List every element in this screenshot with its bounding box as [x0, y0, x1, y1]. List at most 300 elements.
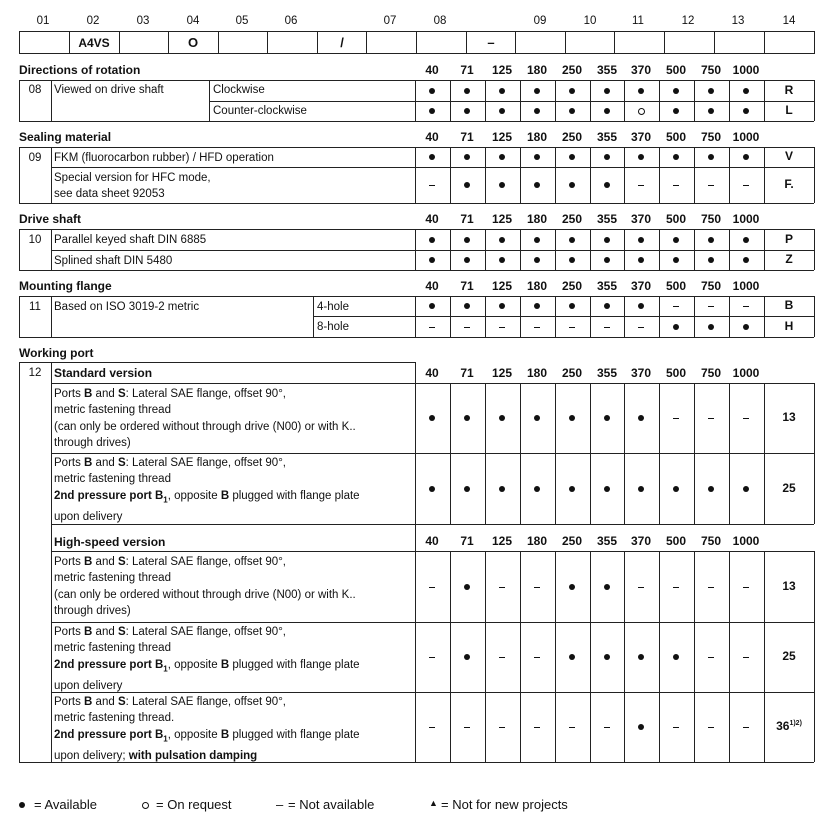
sealing-size-125: 125 — [491, 130, 513, 144]
grid-line — [450, 383, 451, 453]
pos-10: 10 — [28, 234, 42, 246]
port-std-desc-13: Ports B and S: Lateral SAE flange, offset 90°, metric fastening thread (can only be ordered without through drive (N00) or with K.. through drives) — [54, 388, 356, 450]
flange-size-750: 750 — [700, 279, 722, 293]
sealing-row0-500-available — [673, 154, 679, 160]
grid-line — [415, 80, 416, 121]
shaft-row1-750-available — [708, 257, 714, 263]
sealing-code-F: F. — [784, 177, 794, 191]
flange-row0-250-available — [569, 303, 575, 309]
port-hs-25-750-not-available — [708, 657, 714, 658]
grid-line — [415, 296, 416, 337]
shaft-row1-370-available — [638, 257, 644, 263]
grid-line — [659, 383, 660, 453]
rotation-row0-355-available — [604, 88, 610, 94]
port-highspeed-size-355: 355 — [596, 534, 618, 548]
grid-line — [555, 147, 556, 203]
grid-line — [659, 229, 660, 270]
shaft-size-180: 180 — [526, 212, 548, 226]
port-hs-13-71-available — [464, 584, 470, 590]
grid-line — [19, 147, 20, 203]
port-std-25-500-available — [673, 486, 679, 492]
grid-line — [485, 692, 486, 762]
grid-line — [520, 622, 521, 692]
port-hs-25-355-available — [604, 654, 610, 660]
shaft-row0-500-available — [673, 237, 679, 243]
code-box-divider — [218, 31, 219, 54]
rotation-row1-180-available — [534, 108, 540, 114]
grid-line — [19, 270, 814, 271]
rotation-row0-250-available — [569, 88, 575, 94]
port-highspeed-size-180: 180 — [526, 534, 548, 548]
sealing-row0-370-available — [638, 154, 644, 160]
grid-line — [520, 453, 521, 524]
grid-line — [51, 147, 52, 203]
grid-line — [415, 147, 416, 203]
grid-line — [209, 101, 814, 102]
flange-size-355: 355 — [596, 279, 618, 293]
rotation-size-40: 40 — [425, 63, 439, 77]
grid-line — [729, 551, 730, 622]
grid-line — [485, 622, 486, 692]
sealing-size-71: 71 — [460, 130, 474, 144]
grid-line — [659, 296, 660, 337]
flange-row1-1000-available — [743, 324, 749, 330]
port-standard-size-500: 500 — [665, 366, 687, 380]
port-std-25-180-available — [534, 486, 540, 492]
rotation-row1-370-on-request — [638, 108, 645, 115]
grid-line — [555, 80, 556, 121]
section-title-flange: Mounting flange — [19, 279, 112, 293]
section-title-shaft: Drive shaft — [19, 212, 82, 226]
flange-row0-71-available — [464, 303, 470, 309]
shaft-row1-1000-available — [743, 257, 749, 263]
port-hs-desc-13: Ports B and S: Lateral SAE flange, offset 90°, metric fastening thread (can only be ordered without through drive (N00) or with K.. through drives) — [54, 556, 356, 618]
position-number: 04 — [186, 15, 200, 27]
sealing-row0-180-available — [534, 154, 540, 160]
port-hs-25-180-not-available — [534, 657, 540, 658]
port-standard-size-355: 355 — [596, 366, 618, 380]
rotation-row1-750-available — [708, 108, 714, 114]
rotation-row0-1000-available — [743, 88, 749, 94]
grid-line — [659, 551, 660, 622]
sealing-row1-71-available — [464, 182, 470, 188]
sealing-size-500: 500 — [665, 130, 687, 144]
code-box-divider — [515, 31, 516, 54]
port-standard-size-250: 250 — [561, 366, 583, 380]
section-title-port: Working port — [19, 346, 94, 360]
port-std-13-750-not-available — [708, 418, 714, 419]
grid-line — [51, 551, 814, 552]
grid-line — [415, 229, 416, 270]
rotation-label-cw: Clockwise — [213, 84, 265, 96]
rotation-size-71: 71 — [460, 63, 474, 77]
port-std-13-500-not-available — [673, 418, 679, 419]
port-hs-13-40-not-available — [429, 587, 435, 588]
shaft-row0-370-available — [638, 237, 644, 243]
grid-line — [590, 551, 591, 622]
grid-line — [555, 692, 556, 762]
port-standard-size-1000: 1000 — [732, 366, 760, 380]
sealing-row1-1000-not-available — [743, 185, 749, 186]
port-std-25-750-available — [708, 486, 714, 492]
code-box-divider — [565, 31, 566, 54]
port-std-13-code: 13 — [782, 410, 796, 424]
rotation-size-1000: 1000 — [732, 63, 760, 77]
rotation-row1-40-available — [429, 108, 435, 114]
rotation-size-355: 355 — [596, 63, 618, 77]
grid-line — [51, 362, 52, 762]
grid-line — [555, 622, 556, 692]
grid-line — [450, 296, 451, 337]
grid-line — [694, 551, 695, 622]
grid-line — [659, 692, 660, 762]
port-hs-25-1000-not-available — [743, 657, 749, 658]
grid-line — [694, 692, 695, 762]
grid-line — [729, 147, 730, 203]
legend-available: = Available — [34, 797, 98, 812]
grid-line — [729, 383, 730, 453]
sealing-size-355: 355 — [596, 130, 618, 144]
grid-line — [520, 80, 521, 121]
port-hs-36-250-not-available — [569, 727, 575, 728]
grid-line — [51, 453, 814, 454]
code-box-divider — [714, 31, 715, 54]
port-hs-13-code: 13 — [782, 578, 796, 593]
grid-line — [729, 296, 730, 337]
port-hs-36-40-not-available — [429, 727, 435, 728]
code-box-divider — [267, 31, 268, 54]
shaft-row1-500-available — [673, 257, 679, 263]
grid-line — [624, 80, 625, 121]
grid-line — [520, 147, 521, 203]
port-std-25-40-available — [429, 486, 435, 492]
sealing-row1-125-available — [499, 182, 505, 188]
sealing-size-40: 40 — [425, 130, 439, 144]
grid-line — [19, 203, 814, 204]
port-highspeed-size-500: 500 — [665, 534, 687, 548]
port-hs-13-250-available — [569, 584, 575, 590]
code-box-divider — [317, 31, 318, 54]
grid-line — [590, 453, 591, 524]
grid-line — [814, 296, 815, 337]
sealing-row0-250-available — [569, 154, 575, 160]
shaft-size-125: 125 — [491, 212, 513, 226]
code-box-divider — [168, 31, 169, 54]
grid-line — [624, 692, 625, 762]
grid-line — [450, 551, 451, 622]
grid-line — [814, 147, 815, 203]
grid-line — [729, 692, 730, 762]
shaft-row0-750-available — [708, 237, 714, 243]
port-highspeed-size-750: 750 — [700, 534, 722, 548]
position-number: 09 — [533, 15, 547, 27]
shaft-size-71: 71 — [460, 212, 474, 226]
grid-line — [51, 524, 814, 525]
grid-line — [19, 229, 20, 270]
grid-line — [624, 622, 625, 692]
port-std-25-1000-available — [743, 486, 749, 492]
grid-line — [485, 383, 486, 453]
port-hs-36-code: $36^{1)2)}$ — [776, 719, 802, 733]
grid-line — [485, 453, 486, 524]
grid-line — [694, 296, 695, 337]
rotation-row1-500-available — [673, 108, 679, 114]
grid-line — [590, 80, 591, 121]
port-hs-25-250-available — [569, 654, 575, 660]
position-number: 05 — [235, 15, 249, 27]
grid-line — [415, 362, 416, 762]
shaft-size-250: 250 — [561, 212, 583, 226]
position-number: 01 — [36, 15, 50, 27]
legend-on-request: = On request — [156, 797, 232, 812]
port-hs-36-750-not-available — [708, 727, 714, 728]
port-hs-25-125-not-available — [499, 657, 505, 658]
port-standard-title: Standard version — [54, 366, 153, 380]
grid-line — [694, 147, 695, 203]
legend-on-request-circle — [142, 802, 149, 809]
port-std-13-370-available — [638, 415, 644, 421]
shaft-row0-355-available — [604, 237, 610, 243]
flange-row0-180-available — [534, 303, 540, 309]
port-standard-size-750: 750 — [700, 366, 722, 380]
flange-row0-355-available — [604, 303, 610, 309]
code-box-07: / — [340, 35, 344, 50]
grid-line — [814, 229, 815, 270]
grid-line — [19, 296, 814, 297]
port-hs-13-355-available — [604, 584, 610, 590]
position-number: 03 — [136, 15, 150, 27]
legend-triangle-icon: ▲ — [429, 798, 438, 808]
grid-line — [624, 551, 625, 622]
code-box-divider — [466, 31, 467, 54]
flange-row0-750-not-available — [708, 306, 714, 307]
flange-size-40: 40 — [425, 279, 439, 293]
position-number: 07 — [383, 15, 397, 27]
port-std-25-code: 25 — [782, 480, 796, 495]
grid-line — [51, 80, 52, 121]
flange-label-8hole: 8-hole — [317, 321, 349, 333]
grid-line — [624, 296, 625, 337]
shaft-row0-250-available — [569, 237, 575, 243]
port-std-13-1000-not-available — [743, 418, 749, 419]
shaft-label-splined: Splined shaft DIN 5480 — [54, 255, 173, 267]
shaft-size-370: 370 — [630, 212, 652, 226]
shaft-row0-71-available — [464, 237, 470, 243]
pos-12: 12 — [28, 367, 42, 379]
grid-line — [624, 383, 625, 453]
grid-line — [51, 167, 814, 168]
rotation-size-180: 180 — [526, 63, 548, 77]
grid-line — [520, 551, 521, 622]
sealing-size-370: 370 — [630, 130, 652, 144]
port-std-25-71-available — [464, 486, 470, 492]
sealing-label-fkm: FKM (fluorocarbon rubber) / HFD operation — [54, 152, 274, 164]
sealing-row0-750-available — [708, 154, 714, 160]
port-hs-36-125-not-available — [499, 727, 505, 728]
port-hs-36-180-not-available — [534, 727, 540, 728]
position-number: 02 — [86, 15, 100, 27]
flange-row0-125-available — [499, 303, 505, 309]
rotation-row0-71-available — [464, 88, 470, 94]
flange-row0-40-available — [429, 303, 435, 309]
rotation-row0-750-available — [708, 88, 714, 94]
grid-line — [19, 147, 814, 148]
position-number: 08 — [433, 15, 447, 27]
grid-line — [313, 316, 814, 317]
grid-line — [590, 383, 591, 453]
port-hs-13-180-not-available — [534, 587, 540, 588]
port-standard-size-370: 370 — [630, 366, 652, 380]
port-hs-25-500-available — [673, 654, 679, 660]
sealing-row1-370-not-available — [638, 185, 644, 186]
position-number: 10 — [583, 15, 597, 27]
grid-line — [624, 229, 625, 270]
port-hs-36-500-not-available — [673, 727, 679, 728]
rotation-size-750: 750 — [700, 63, 722, 77]
shaft-code-P: P — [784, 231, 793, 246]
legend-available-dot — [19, 802, 25, 808]
sealing-row0-40-available — [429, 154, 435, 160]
port-std-13-125-available — [499, 415, 505, 421]
rotation-size-250: 250 — [561, 63, 583, 77]
shaft-row1-250-available — [569, 257, 575, 263]
rotation-row0-180-available — [534, 88, 540, 94]
code-box-divider — [814, 31, 815, 54]
port-highspeed-size-1000: 1000 — [732, 534, 760, 548]
grid-line — [659, 622, 660, 692]
grid-line — [555, 551, 556, 622]
port-hs-25-code: 25 — [782, 649, 796, 663]
grid-line — [694, 229, 695, 270]
legend-dash-icon: – — [276, 797, 284, 812]
sealing-row0-355-available — [604, 154, 610, 160]
sealing-row1-500-not-available — [673, 185, 679, 186]
grid-line — [209, 80, 210, 121]
grid-line — [19, 80, 20, 121]
port-hs-36-355-not-available — [604, 727, 610, 728]
grid-line — [313, 296, 314, 337]
sealing-size-750: 750 — [700, 130, 722, 144]
grid-line — [814, 80, 815, 121]
grid-line — [624, 453, 625, 524]
rotation-code-R: R — [784, 82, 794, 97]
section-title-rotation: Directions of rotation — [19, 63, 141, 77]
legend-not-available: = Not available — [288, 797, 375, 812]
sealing-row1-40-not-available — [429, 185, 435, 186]
flange-size-250: 250 — [561, 279, 583, 293]
shaft-row1-125-available — [499, 257, 505, 263]
port-highspeed-size-370: 370 — [630, 534, 652, 548]
port-standard-size-40: 40 — [425, 366, 439, 380]
grid-line — [694, 383, 695, 453]
grid-line — [520, 692, 521, 762]
sealing-label-hfc-1: Special version for HFC mode, — [54, 172, 211, 184]
shaft-row0-125-available — [499, 237, 505, 243]
grid-line — [590, 692, 591, 762]
grid-line — [19, 296, 20, 337]
port-std-25-370-available — [638, 486, 644, 492]
code-box-divider — [416, 31, 417, 54]
grid-line — [485, 147, 486, 203]
pos-08: 08 — [28, 84, 42, 96]
port-highspeed-size-125: 125 — [491, 534, 513, 548]
rotation-label-ccw: Counter-clockwise — [213, 105, 307, 117]
grid-line — [485, 80, 486, 121]
code-box-02: A4VS — [78, 36, 110, 50]
flange-size-1000: 1000 — [732, 279, 760, 293]
flange-row1-355-not-available — [604, 327, 610, 328]
sealing-size-250: 250 — [561, 130, 583, 144]
grid-line — [555, 296, 556, 337]
grid-line — [729, 622, 730, 692]
port-highspeed-title: High-speed version — [54, 535, 166, 549]
code-box-divider — [69, 31, 70, 54]
port-hs-36-71-not-available — [464, 727, 470, 728]
grid-line — [19, 362, 20, 762]
grid-line — [51, 296, 52, 337]
grid-line — [814, 692, 815, 762]
code-box-09: – — [487, 35, 495, 50]
grid-line — [590, 229, 591, 270]
grid-line — [814, 453, 815, 524]
port-hs-desc-25: Ports B and S: Lateral SAE flange, offset 90°, metric fastening thread 2nd pressure port $B_1$, opposite B plugged with flange plate upon delivery — [54, 626, 360, 692]
rotation-desc: Viewed on drive shaft — [54, 84, 164, 96]
grid-line — [51, 622, 814, 623]
grid-line — [694, 622, 695, 692]
port-std-13-40-available — [429, 415, 435, 421]
port-hs-13-1000-not-available — [743, 587, 749, 588]
grid-line — [659, 80, 660, 121]
port-hs-13-370-not-available — [638, 587, 644, 588]
section-title-sealing: Sealing material — [19, 130, 112, 144]
port-highspeed-size-40: 40 — [425, 534, 439, 548]
grid-line — [520, 296, 521, 337]
grid-line — [590, 622, 591, 692]
grid-line — [659, 453, 660, 524]
sealing-code-V: V — [784, 149, 793, 163]
grid-line — [814, 551, 815, 622]
flange-row0-370-available — [638, 303, 644, 309]
flange-row1-40-not-available — [429, 327, 435, 328]
grid-line — [729, 80, 730, 121]
shaft-row0-1000-available — [743, 237, 749, 243]
sealing-row1-250-available — [569, 182, 575, 188]
flange-row1-370-not-available — [638, 327, 644, 328]
shaft-row1-40-available — [429, 257, 435, 263]
grid-line — [19, 229, 814, 230]
port-standard-size-71: 71 — [460, 366, 474, 380]
sealing-row1-750-not-available — [708, 185, 714, 186]
grid-line — [19, 337, 814, 338]
rotation-row0-125-available — [499, 88, 505, 94]
port-std-25-125-available — [499, 486, 505, 492]
flange-row1-750-available — [708, 324, 714, 330]
grid-line — [450, 80, 451, 121]
sealing-label-hfc-2: see data sheet 92053 — [54, 188, 165, 200]
position-number: 11 — [632, 15, 644, 27]
flange-size-125: 125 — [491, 279, 513, 293]
rotation-row0-40-available — [429, 88, 435, 94]
legend-not-new: = Not for new projects — [441, 797, 568, 812]
position-number: 06 — [284, 15, 298, 27]
grid-line — [814, 383, 815, 453]
shaft-row0-40-available — [429, 237, 435, 243]
shaft-size-355: 355 — [596, 212, 618, 226]
port-std-13-71-available — [464, 415, 470, 421]
grid-line — [729, 453, 730, 524]
flange-row1-250-not-available — [569, 327, 575, 328]
shaft-size-1000: 1000 — [732, 212, 760, 226]
